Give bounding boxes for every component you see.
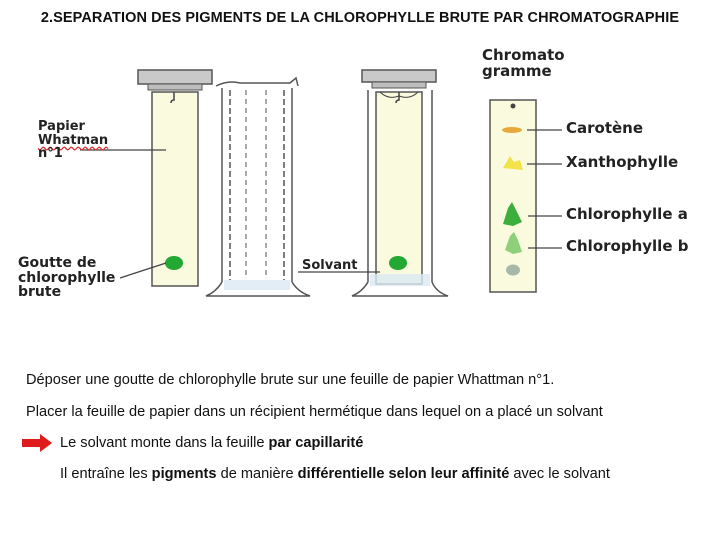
line4-text-a: Il entraîne les: [60, 466, 152, 482]
line4-emphasis-affinity: différentielle selon leur affinité: [297, 466, 510, 482]
label-xanthophylle: Xanthophylle: [566, 153, 679, 171]
arrow-right-icon: [22, 434, 52, 452]
label-drop-line3: brute: [18, 284, 62, 301]
label-carotene: Carotène: [566, 119, 644, 137]
label-drop: [18, 256, 115, 300]
label-solvent: Solvant: [302, 258, 358, 273]
page-title: 2.SEPARATION DES PIGMENTS DE LA CHLOROPHYLLE BRUTE PAR CHROMATOGRAPHIE: [40, 10, 680, 26]
instruction-line-2: Placer la feuille de papier dans un récipient hermétique dans lequel on a placé un solvant: [26, 404, 603, 420]
instruction-line-3: [60, 435, 363, 451]
label-paper-line3: n°1: [38, 146, 63, 162]
label-chromatogram: [482, 48, 565, 80]
paper-strip-right: [376, 92, 422, 284]
solvent-liquid-right: [370, 274, 430, 286]
label-paper-line2: Whatman: [38, 132, 109, 148]
line3-emphasis: par capillarité: [268, 435, 364, 451]
chlorophyll-drop-right: [389, 256, 407, 270]
label-chromatogram-line1: Chromato: [482, 46, 565, 64]
line4-emphasis-pigments: pigments: [151, 466, 217, 482]
label-chlorophyll-a: Chlorophylle a: [566, 205, 688, 223]
line4-text-c: avec le solvant: [509, 466, 610, 482]
stopper-left: [138, 70, 212, 90]
label-paper: [38, 120, 108, 161]
line3-text: Le solvant monte dans la feuille: [60, 435, 269, 451]
label-chromatogram-line2: gramme: [482, 61, 552, 80]
label-drop-line1: Goutte de: [18, 255, 97, 271]
label-chlorophyll-b: Chlorophylle b: [566, 237, 689, 255]
instruction-line-4: [60, 466, 610, 482]
band-origin: [506, 265, 520, 276]
stopper-right: [362, 70, 436, 88]
label-drop-line2: chlorophylle: [18, 269, 116, 286]
line4-text-b: de manière: [216, 466, 298, 482]
chromatogram-hole: [511, 104, 516, 109]
label-paper-line1: Papier: [38, 119, 85, 134]
band-carotene: [502, 127, 522, 133]
solvent-liquid-middle: [224, 280, 290, 290]
cylinder-middle: [206, 78, 310, 296]
chlorophyll-drop-left: [165, 256, 183, 270]
instruction-line-1: Déposer une goutte de chlorophylle brute sur une feuille de papier Whattman n°1.: [26, 372, 555, 388]
